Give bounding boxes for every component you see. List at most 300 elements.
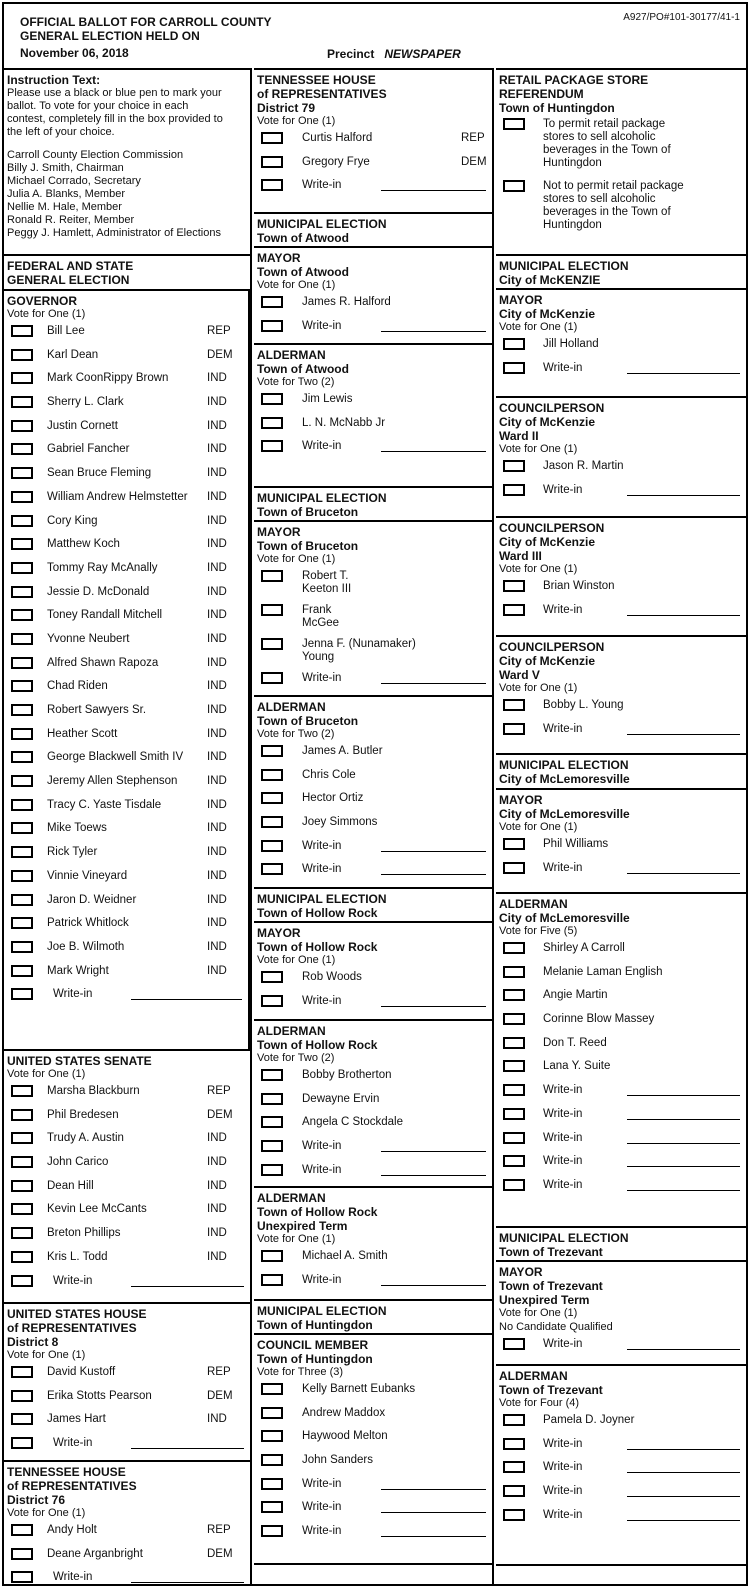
candidate-row — [7, 369, 248, 393]
write-in-label: Write-in — [302, 179, 342, 192]
vote-checkbox[interactable] — [11, 420, 33, 432]
vote-checkbox[interactable] — [503, 1132, 525, 1144]
candidate-row — [7, 535, 248, 559]
vote-checkbox[interactable] — [261, 745, 283, 757]
write-in-row — [257, 1475, 492, 1499]
vote-checkbox[interactable] — [503, 1179, 525, 1191]
candidate-row — [499, 177, 746, 239]
vote-checkbox[interactable] — [503, 989, 525, 1001]
candidate-name — [302, 638, 416, 664]
write-in-line[interactable] — [381, 1151, 486, 1152]
party-label: IND — [207, 656, 227, 669]
candidate-row — [499, 335, 746, 359]
party-label: IND — [207, 822, 227, 835]
candidate-name: Gabriel Fancher — [47, 443, 130, 456]
contest-mayor-trez — [496, 1262, 746, 1366]
vote-checkbox[interactable] — [11, 633, 33, 645]
candidate-name-line: To permit retail package — [543, 118, 666, 130]
vote-checkbox[interactable] — [261, 1501, 283, 1513]
party-label: IND — [207, 538, 227, 551]
vote-checkbox[interactable] — [261, 604, 283, 616]
contest-cp5 — [496, 637, 746, 755]
write-in-label: Write-in — [543, 1131, 583, 1144]
contest-heading: COUNCILPERSON — [499, 640, 605, 654]
write-in-line[interactable] — [381, 1489, 486, 1490]
vote-checkbox[interactable] — [11, 491, 33, 503]
write-in-row — [257, 176, 492, 200]
vote-checkbox[interactable] — [503, 1485, 525, 1497]
contest-mayor-atwood — [254, 248, 492, 345]
commission-line: Billy J. Smith, Chairman — [7, 162, 124, 174]
vote-checkbox[interactable] — [503, 723, 525, 735]
vote-checkbox[interactable] — [261, 570, 283, 582]
vote-checkbox[interactable] — [261, 1407, 283, 1419]
candidate-row — [7, 1153, 250, 1177]
section-heading: Town of Hollow Rock — [257, 906, 378, 920]
contest-heading: Town of Atwood — [257, 265, 349, 279]
candidate-row — [257, 1113, 492, 1137]
write-in-line[interactable] — [131, 999, 242, 1000]
party-label: DEM — [207, 348, 233, 361]
vote-checkbox[interactable] — [11, 1180, 33, 1192]
vote-for: Vote for One (1) — [257, 553, 336, 565]
candidate-row — [499, 115, 746, 177]
vote-checkbox[interactable] — [503, 1509, 525, 1521]
candidate-name: Mark Wright — [47, 964, 109, 977]
write-in-line[interactable] — [627, 1472, 740, 1473]
contest-heading: District 79 — [257, 101, 316, 115]
candidate-name-line: Huntingdon — [543, 219, 602, 231]
vote-for: Vote for One (1) — [257, 115, 336, 127]
vote-checkbox[interactable] — [261, 156, 283, 168]
vote-checkbox[interactable] — [503, 1438, 525, 1450]
write-in-label: Write-in — [53, 988, 93, 1001]
contest-council-hunt — [254, 1335, 492, 1565]
contest-heading: MAYOR — [499, 1265, 543, 1279]
vote-checkbox[interactable] — [503, 862, 525, 874]
candidate-row — [7, 1387, 250, 1411]
candidate-row — [7, 559, 248, 583]
vote-checkbox[interactable] — [503, 180, 525, 192]
vote-checkbox[interactable] — [11, 988, 33, 1000]
vote-checkbox[interactable] — [261, 1454, 283, 1466]
candidate-row — [7, 1082, 250, 1106]
contest-mayor-bruceton — [254, 522, 492, 697]
candidate-name: Dean Hill — [47, 1179, 94, 1192]
write-in-row — [499, 1105, 746, 1129]
vote-for: Vote for Three (3) — [257, 1366, 344, 1378]
candidate-name: Yvonne Neubert — [47, 632, 130, 645]
party-label: IND — [207, 396, 227, 409]
write-in-line[interactable] — [627, 1349, 740, 1350]
write-in-row — [499, 1458, 746, 1482]
candidate-name: Justin Cornett — [47, 419, 118, 432]
vote-checkbox[interactable] — [11, 1227, 33, 1239]
candidate-name — [302, 570, 351, 596]
candidate-name: Andy Holt — [47, 1524, 97, 1536]
vote-checkbox[interactable] — [11, 1390, 33, 1402]
party-label: IND — [207, 1132, 227, 1145]
vote-checkbox[interactable] — [503, 1108, 525, 1120]
vote-checkbox[interactable] — [11, 1437, 33, 1449]
candidate-row — [499, 1034, 746, 1058]
party-label: IND — [207, 609, 227, 622]
candidate-row — [7, 867, 248, 891]
contest-heading: City of McKenzie — [499, 307, 596, 321]
vote-checkbox[interactable] — [11, 443, 33, 455]
party-label: IND — [207, 1203, 227, 1216]
contest-heading: MAYOR — [257, 525, 301, 539]
write-in-row — [257, 992, 492, 1016]
vote-checkbox[interactable] — [11, 1413, 33, 1425]
vote-checkbox[interactable] — [11, 1109, 33, 1121]
write-in-row — [499, 859, 746, 883]
vote-checkbox[interactable] — [11, 562, 33, 574]
vote-checkbox[interactable] — [11, 1548, 33, 1560]
vote-checkbox[interactable] — [261, 863, 283, 875]
vote-checkbox[interactable] — [261, 816, 283, 828]
write-in-line[interactable] — [381, 683, 486, 684]
contest-heading: Ward III — [499, 549, 542, 563]
candidate-row — [7, 464, 248, 488]
vote-checkbox[interactable] — [11, 917, 33, 929]
candidate-name: Rob Woods — [302, 971, 362, 983]
vote-checkbox[interactable] — [11, 1203, 33, 1215]
write-in-row — [257, 1271, 492, 1295]
candidate-name: Marsha Blackburn — [47, 1085, 140, 1097]
vote-for: Vote for One (1) — [257, 279, 336, 291]
vote-checkbox[interactable] — [11, 1085, 33, 1097]
candidate-name: Gregory Frye — [302, 155, 370, 168]
write-in-line[interactable] — [131, 1448, 244, 1449]
candidate-row — [7, 748, 248, 772]
vote-checkbox[interactable] — [261, 1164, 283, 1176]
write-in-line[interactable] — [381, 451, 486, 452]
vote-checkbox[interactable] — [11, 538, 33, 550]
vote-checkbox[interactable] — [11, 396, 33, 408]
ballot — [2, 2, 748, 1586]
candidate-name: John Sanders — [302, 1454, 373, 1467]
contest-heading: Town of Hollow Rock — [257, 1205, 378, 1219]
candidate-name: Tracy C. Yaste Tisdale — [47, 798, 162, 811]
vote-checkbox[interactable] — [503, 338, 525, 350]
vote-checkbox[interactable] — [261, 132, 283, 144]
vote-checkbox[interactable] — [11, 680, 33, 692]
vote-checkbox[interactable] — [503, 1037, 525, 1049]
vote-checkbox[interactable] — [11, 1132, 33, 1144]
contest-heading: Town of Hollow Rock — [257, 940, 378, 954]
vote-checkbox[interactable] — [261, 971, 283, 983]
vote-checkbox[interactable] — [503, 1338, 525, 1350]
vote-checkbox[interactable] — [503, 966, 525, 978]
write-in-line[interactable] — [627, 1449, 740, 1450]
write-in-line[interactable] — [627, 373, 740, 374]
vote-checkbox[interactable] — [261, 672, 283, 684]
candidate-row — [257, 635, 492, 669]
vote-checkbox[interactable] — [503, 580, 525, 592]
write-in-line[interactable] — [627, 1119, 740, 1120]
vote-for: Vote for Two (2) — [257, 376, 335, 388]
vote-checkbox[interactable] — [11, 965, 33, 977]
vote-checkbox[interactable] — [503, 699, 525, 711]
party-label: IND — [207, 561, 227, 574]
section-muni-mcl — [496, 755, 746, 790]
vote-checkbox[interactable] — [261, 1274, 283, 1286]
vote-checkbox[interactable] — [261, 1069, 283, 1081]
contest-heading: Town of Trezevant — [499, 1383, 603, 1397]
vote-checkbox[interactable] — [503, 1084, 525, 1096]
vote-checkbox[interactable] — [261, 417, 283, 429]
ballot-code: A927/PO#101-30177/41-1 — [623, 12, 740, 23]
candidate-row — [257, 601, 492, 635]
party-label: IND — [207, 372, 227, 385]
vote-checkbox[interactable] — [261, 179, 283, 191]
vote-checkbox[interactable] — [503, 1060, 525, 1072]
candidate-name: Breton Phillips — [47, 1227, 121, 1240]
contest-heading: ALDERMAN — [257, 1191, 326, 1205]
party-label: IND — [207, 1156, 227, 1169]
candidate-name: Robert Sawyers Sr. — [47, 704, 147, 716]
party-label: IND — [207, 893, 227, 906]
contest-tn79 — [254, 70, 492, 214]
candidate-name: Corinne Blow Massey — [543, 1013, 655, 1026]
candidate-row — [7, 1363, 250, 1387]
vote-checkbox[interactable] — [261, 1525, 283, 1537]
vote-checkbox[interactable] — [11, 325, 33, 337]
write-in-row — [499, 1435, 746, 1459]
vote-for: Vote for One (1) — [499, 821, 578, 833]
party-label: IND — [207, 1250, 227, 1263]
candidate-row — [7, 938, 248, 962]
vote-checkbox[interactable] — [261, 769, 283, 781]
candidate-name-line: Huntingdon — [543, 157, 602, 169]
vote-checkbox[interactable] — [261, 638, 283, 650]
candidate-name: Joey Simmons — [302, 816, 378, 829]
write-in-row — [499, 1152, 746, 1176]
candidate-name: Vinnie Vineyard — [47, 869, 128, 882]
candidate-name: Michael A. Smith — [302, 1250, 388, 1262]
candidate-row — [257, 129, 492, 153]
candidate-name-line: beverages in the Town of — [543, 206, 671, 218]
section-heading: Town of Atwood — [257, 231, 349, 245]
write-in-label: Write-in — [302, 839, 342, 852]
write-in-label: Write-in — [543, 722, 583, 735]
instructions-line: ballot. To vote for your choice in each — [7, 100, 189, 112]
section-heading: MUNICIPAL ELECTION — [499, 1231, 629, 1245]
vote-checkbox[interactable] — [11, 1524, 33, 1536]
vote-for: Vote for Two (2) — [257, 728, 335, 740]
vote-checkbox[interactable] — [503, 460, 525, 472]
write-in-label: Write-in — [543, 1155, 583, 1168]
write-in-line[interactable] — [381, 1175, 486, 1176]
section-fed — [4, 256, 250, 291]
write-in-line[interactable] — [627, 1190, 740, 1191]
vote-checkbox[interactable] — [11, 467, 33, 479]
party-label: IND — [207, 798, 227, 811]
vote-checkbox[interactable] — [261, 792, 283, 804]
write-in-line[interactable] — [627, 615, 740, 616]
party-label: IND — [207, 585, 227, 598]
vote-checkbox[interactable] — [11, 870, 33, 882]
vote-checkbox[interactable] — [261, 1116, 283, 1128]
vote-checkbox[interactable] — [261, 440, 283, 452]
write-in-row — [499, 1129, 746, 1153]
vote-checkbox[interactable] — [11, 349, 33, 361]
vote-checkbox[interactable] — [261, 840, 283, 852]
write-in-line[interactable] — [381, 190, 486, 191]
candidate-name: L. N. McNabb Jr — [302, 416, 386, 429]
vote-checkbox[interactable] — [11, 822, 33, 834]
section-muni-trez — [496, 1228, 746, 1262]
contest-mayor-mck — [496, 290, 746, 398]
vote-checkbox[interactable] — [11, 372, 33, 384]
contest-heading: RETAIL PACKAGE STORE — [499, 73, 649, 87]
vote-for: Vote for Five (5) — [499, 925, 578, 937]
write-in-line[interactable] — [627, 495, 740, 496]
write-in-line[interactable] — [627, 1166, 740, 1167]
vote-checkbox[interactable] — [503, 362, 525, 374]
ballot-subtitle: GENERAL ELECTION HELD ON — [20, 29, 200, 43]
vote-checkbox[interactable] — [11, 846, 33, 858]
vote-checkbox[interactable] — [261, 296, 283, 308]
contest-tn76 — [4, 1462, 250, 1586]
vote-checkbox[interactable] — [11, 894, 33, 906]
candidate-row — [7, 1248, 250, 1272]
write-in-line[interactable] — [627, 1496, 740, 1497]
vote-for: Vote for One (1) — [257, 954, 336, 966]
write-in-line[interactable] — [627, 1143, 740, 1144]
write-in-line[interactable] — [627, 734, 740, 735]
vote-checkbox[interactable] — [261, 1478, 283, 1490]
vote-checkbox[interactable] — [261, 320, 283, 332]
write-in-line[interactable] — [627, 873, 740, 874]
vote-checkbox[interactable] — [11, 1366, 33, 1378]
write-in-row — [499, 1176, 746, 1200]
party-label: IND — [207, 1227, 227, 1240]
candidate-name-line: McGee — [302, 617, 340, 629]
vote-checkbox[interactable] — [503, 1013, 525, 1025]
vote-checkbox[interactable] — [503, 604, 525, 616]
candidate-name: Matthew Koch — [47, 538, 120, 551]
write-in-label: Write-in — [302, 672, 342, 684]
vote-checkbox[interactable] — [261, 1250, 283, 1262]
candidate-name: Andrew Maddox — [302, 1406, 386, 1419]
write-in-line[interactable] — [381, 1285, 486, 1286]
write-in-line[interactable] — [381, 1006, 486, 1007]
vote-checkbox[interactable] — [503, 1414, 525, 1426]
vote-checkbox[interactable] — [11, 1251, 33, 1263]
contest-note: No Candidate Qualified — [499, 1321, 613, 1333]
write-in-line[interactable] — [381, 1536, 486, 1537]
candidate-name: Karl Dean — [47, 348, 99, 361]
party-label: IND — [207, 704, 227, 716]
candidate-name: William Andrew Helmstetter — [47, 490, 188, 503]
candidate-row — [499, 835, 746, 859]
vote-checkbox[interactable] — [503, 838, 525, 850]
contest-heading: ALDERMAN — [257, 700, 326, 714]
candidate-row — [7, 488, 248, 512]
write-in-label: Write-in — [302, 1140, 342, 1153]
vote-checkbox[interactable] — [503, 118, 525, 130]
write-in-row — [257, 837, 492, 861]
vote-checkbox[interactable] — [11, 775, 33, 787]
write-in-label: Write-in — [543, 1338, 583, 1350]
candidate-name: Shirley A Carroll — [543, 942, 625, 954]
vote-checkbox[interactable] — [11, 728, 33, 740]
contest-title: UNITED STATES SENATE — [7, 1054, 152, 1068]
vote-checkbox[interactable] — [261, 1093, 283, 1105]
write-in-row — [499, 1482, 746, 1506]
party-label: DEM — [461, 155, 487, 168]
vote-checkbox[interactable] — [11, 941, 33, 953]
election-date: November 06, 2018 — [20, 46, 129, 60]
write-in-line[interactable] — [381, 851, 486, 852]
candidate-row — [7, 346, 248, 370]
vote-checkbox[interactable] — [11, 704, 33, 716]
vote-checkbox[interactable] — [11, 657, 33, 669]
vote-checkbox[interactable] — [261, 1140, 283, 1152]
vote-checkbox[interactable] — [11, 799, 33, 811]
candidate-name: Hector Ortiz — [302, 792, 364, 805]
commission-line: Michael Corrado, Secretary — [7, 175, 141, 187]
write-in-line[interactable] — [381, 331, 486, 332]
write-in-line[interactable] — [381, 874, 486, 875]
column-2 — [254, 68, 494, 1586]
vote-checkbox[interactable] — [11, 1571, 33, 1583]
write-in-row — [499, 1506, 746, 1530]
vote-checkbox[interactable] — [11, 751, 33, 763]
candidate-row — [257, 766, 492, 790]
candidate-name: Sherry L. Clark — [47, 396, 124, 409]
vote-checkbox[interactable] — [11, 515, 33, 527]
candidate-row — [257, 742, 492, 766]
candidate-row — [257, 567, 492, 601]
write-in-line[interactable] — [131, 1582, 244, 1583]
candidate-row — [257, 1247, 492, 1271]
vote-for: Vote for One (1) — [257, 1233, 336, 1245]
vote-checkbox[interactable] — [261, 1430, 283, 1442]
write-in-line[interactable] — [627, 1520, 740, 1521]
vote-checkbox[interactable] — [261, 393, 283, 405]
vote-for: Vote for One (1) — [7, 308, 86, 320]
vote-checkbox[interactable] — [503, 1155, 525, 1167]
vote-checkbox[interactable] — [503, 1461, 525, 1473]
vote-checkbox[interactable] — [11, 1275, 33, 1287]
contest-senate — [4, 1051, 250, 1304]
party-label: IND — [207, 940, 227, 953]
candidate-name: Haywood Melton — [302, 1430, 388, 1443]
vote-checkbox[interactable] — [11, 586, 33, 598]
vote-checkbox[interactable] — [503, 942, 525, 954]
party-label: DEM — [207, 1108, 233, 1121]
section-heading: MUNICIPAL ELECTION — [257, 892, 387, 906]
write-in-row — [499, 481, 746, 505]
vote-checkbox[interactable] — [11, 609, 33, 621]
vote-checkbox[interactable] — [261, 1383, 283, 1395]
candidate-row — [7, 417, 248, 441]
candidate-row — [7, 772, 248, 796]
vote-checkbox[interactable] — [503, 484, 525, 496]
candidate-name: Bobby L. Young — [543, 699, 624, 711]
write-in-line[interactable] — [131, 1286, 244, 1287]
contest-heading: Town of Huntingdon — [499, 101, 615, 115]
write-in-line[interactable] — [627, 1095, 740, 1096]
ballot-title: OFFICIAL BALLOT FOR CARROLL COUNTY — [20, 15, 272, 29]
write-in-line[interactable] — [381, 1512, 486, 1513]
vote-checkbox[interactable] — [11, 1156, 33, 1168]
vote-checkbox[interactable] — [261, 995, 283, 1007]
section-heading: Town of Trezevant — [499, 1245, 603, 1259]
